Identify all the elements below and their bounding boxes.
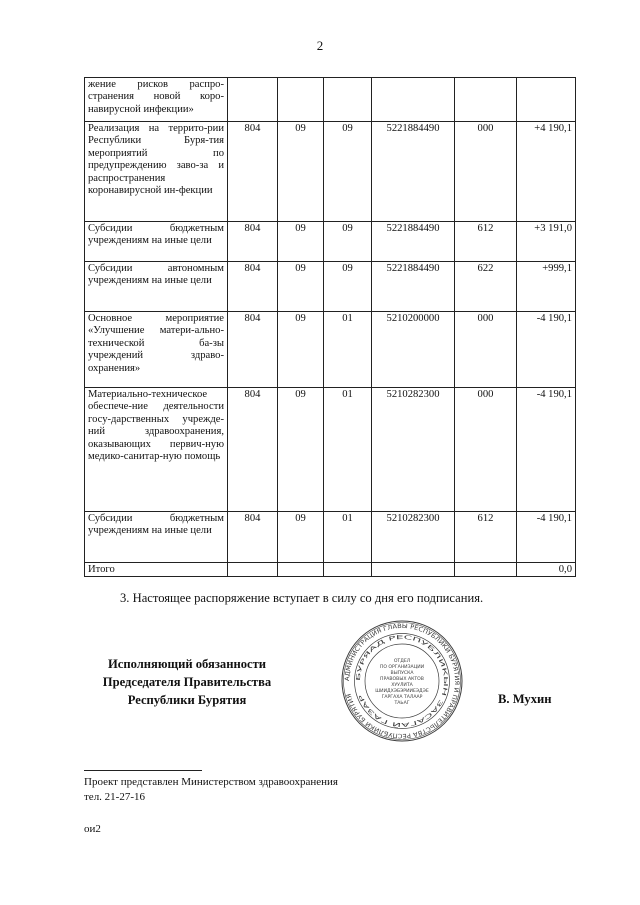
cell-subsection: 01 (324, 512, 372, 563)
cell-target-article: 5221884490 (372, 222, 455, 262)
seal-center-line: ГАРГАХА ТАЛААР (381, 695, 423, 700)
seal-center-line: ВЫПУСКА (390, 671, 414, 676)
cell-target-article (372, 78, 455, 122)
table-row (85, 78, 576, 122)
signer-title (82, 655, 292, 709)
row-name: Субсидии бюджетным учреждениям на иные цели (85, 222, 228, 262)
seal-center-line: ПО ОРГАНИЗАЦИИ (379, 665, 425, 670)
cell-target-article: 5210282300 (372, 388, 455, 512)
total-empty-cell (278, 563, 324, 577)
table-row (85, 262, 576, 312)
row-name: Основное мероприятие «Улучшение матери-ально-технической ба-зы учреждений здраво-охранения» (85, 312, 228, 388)
cell-ministry: 804 (228, 262, 278, 312)
cell-ministry: 804 (228, 312, 278, 388)
cell-section: 09 (278, 122, 324, 222)
budget-table (84, 77, 576, 577)
table-row (85, 388, 576, 512)
seal-center-line: ХУУЛИТА (391, 683, 413, 688)
cell-target-article: 5210200000 (372, 312, 455, 388)
cell-ministry (228, 78, 278, 122)
cell-section (278, 78, 324, 122)
total-row (85, 563, 576, 577)
table-row (85, 512, 576, 563)
closing-paragraph: 3. Настоящее распоряжение вступает в силу со дня его подписания. (120, 591, 484, 605)
seal-center-line: ШИИДХЭБЭРИИЕЭДЭЕ (375, 689, 429, 694)
cell-section: 09 (278, 512, 324, 563)
cell-amount: -4 190,1 (517, 388, 576, 512)
cell-section: 09 (278, 312, 324, 388)
cell-section: 09 (278, 222, 324, 262)
cell-section: 09 (278, 388, 324, 512)
total-empty-cell (455, 563, 517, 577)
row-name: Субсидии автономным учреждениям на иные цели (85, 262, 228, 312)
official-seal (341, 620, 463, 742)
cell-target-article: 5221884490 (372, 262, 455, 312)
cell-amount: -4 190,1 (517, 312, 576, 388)
cell-amount: +3 191,0 (517, 222, 576, 262)
cell-expense-type: 000 (455, 388, 517, 512)
footnote-line: тел. 21-27-16 (84, 791, 146, 803)
signer-title-line: Исполняющий обязанности (107, 657, 267, 671)
footnote-line: Проект представлен Министерством здравоохранения (84, 776, 338, 788)
cell-subsection: 01 (324, 388, 372, 512)
cell-section: 09 (278, 262, 324, 312)
total-value: 0,0 (517, 563, 576, 577)
cell-amount (517, 78, 576, 122)
signer-title-line: Председателя Правительства (102, 675, 272, 689)
cell-amount: +999,1 (517, 262, 576, 312)
row-name: жение рисков распро-странения новой коро-навирусной инфекции» (85, 78, 228, 122)
cell-amount: +4 190,1 (517, 122, 576, 222)
row-name: Реализация на террито-рии Республики Буря-тия мероприятий по предупреждению заво-за и распространения коронавирусной ин-фекции (85, 122, 228, 222)
cell-subsection: 09 (324, 222, 372, 262)
total-empty-cell (372, 563, 455, 577)
row-name: Субсидии бюджетным учреждениям на иные цели (85, 512, 228, 563)
cell-amount: -4 190,1 (517, 512, 576, 563)
seal-center-line: ОТДЕЛ (393, 659, 411, 664)
document-code: ои2 (84, 823, 101, 835)
table-row (85, 312, 576, 388)
cell-subsection: 01 (324, 312, 372, 388)
table-row (85, 222, 576, 262)
footnote (84, 775, 338, 805)
seal-center-line: ПРАВОВЫХ АКТОВ (380, 677, 424, 682)
cell-subsection: 09 (324, 122, 372, 222)
cell-subsection: 09 (324, 262, 372, 312)
footnote-divider (84, 770, 202, 771)
cell-expense-type: 000 (455, 122, 517, 222)
cell-ministry: 804 (228, 512, 278, 563)
cell-ministry: 804 (228, 122, 278, 222)
cell-expense-type: 000 (455, 312, 517, 388)
table-row (85, 122, 576, 222)
row-name: Материально-техническое обеспече-ние деятельности госу-дарственных учрежде-ний здравоохранения, оказывающих первич-ную медико-санитар-ную помощь (85, 388, 228, 512)
cell-expense-type: 612 (455, 512, 517, 563)
seal-inner-ring-text: БУРЯАД РЕСПУБЛИКЫН ЗАСАГАЙ ГАЗАР (355, 634, 449, 728)
cell-expense-type (455, 78, 517, 122)
total-empty-cell (228, 563, 278, 577)
cell-subsection (324, 78, 372, 122)
signer-name: В. Мухин (498, 692, 552, 706)
cell-target-article: 5221884490 (372, 122, 455, 222)
seal-center-line: ТАЬАГ (394, 701, 410, 706)
page-number: 2 (316, 38, 324, 53)
cell-expense-type: 622 (455, 262, 517, 312)
total-empty-cell (324, 563, 372, 577)
cell-ministry: 804 (228, 222, 278, 262)
cell-expense-type: 612 (455, 222, 517, 262)
seal-outer-ring-text: АДМИНИСТРАЦИЯ ГЛАВЫ РЕСПУБЛИКИ БУРЯТИЯ И ПРАВИТЕЛЬСТВА РЕСПУБЛИКИ БУРЯТИЯ (343, 622, 461, 740)
total-label: Итого (85, 563, 228, 577)
cell-target-article: 5210282300 (372, 512, 455, 563)
signer-title-line: Республики Бурятия (127, 693, 247, 707)
cell-ministry: 804 (228, 388, 278, 512)
